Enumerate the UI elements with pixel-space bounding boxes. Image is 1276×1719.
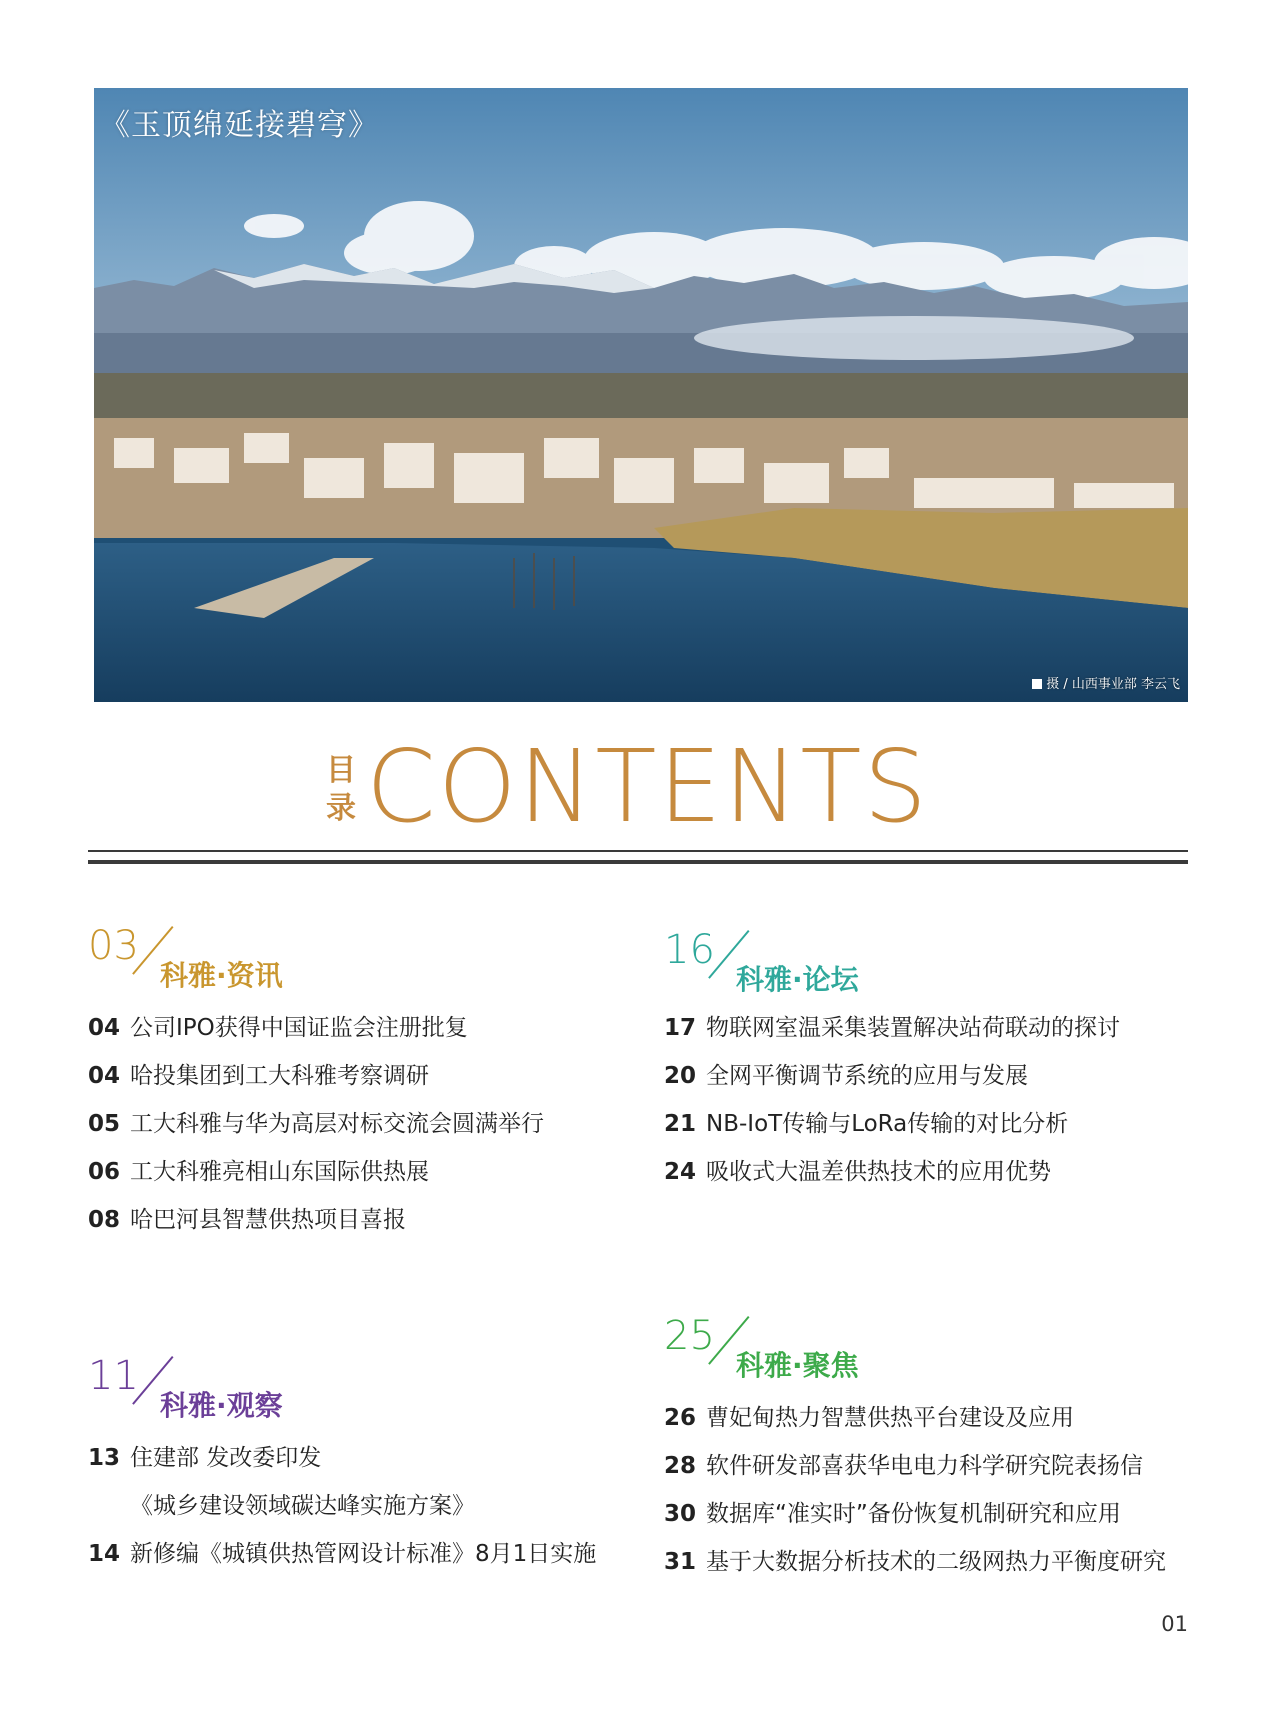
section-forum-header: [664, 928, 1120, 998]
toc-page: 08: [88, 1207, 121, 1233]
mulu-heading: 目 录: [326, 753, 356, 826]
toc-page: 04: [88, 1063, 121, 1089]
divider-thin: [88, 850, 1188, 852]
toc-page: 26: [664, 1405, 697, 1431]
toc-entry-continuation[interactable]: [88, 1482, 596, 1530]
toc-page: 30: [664, 1501, 697, 1527]
divider-thick: [88, 860, 1188, 864]
toc-title: NB-IoT传输与LoRa传输的对比分析: [706, 1111, 1069, 1137]
toc-entry[interactable]: [664, 1538, 1166, 1586]
toc-entry[interactable]: [664, 1442, 1166, 1490]
section-focus-list: [664, 1394, 1166, 1586]
toc-page: 06: [88, 1159, 121, 1185]
toc-title: 工大科雅与华为高层对标交流会圆满举行: [130, 1111, 544, 1137]
section-forum-title: 科雅·论坛: [736, 963, 859, 996]
toc-entry[interactable]: [88, 1196, 544, 1244]
toc-title: 软件研发部喜获华电电力科学研究院表扬信: [706, 1453, 1143, 1479]
toc-entry[interactable]: [88, 1530, 596, 1578]
toc-title: 数据库“准实时”备份恢复机制研究和应用: [706, 1501, 1121, 1527]
section-focus: [664, 1314, 1166, 1586]
section-focus-header: [664, 1314, 1166, 1384]
toc-page: 17: [664, 1015, 697, 1041]
toc-title: 全网平衡调节系统的应用与发展: [706, 1063, 1028, 1089]
toc-entry[interactable]: [664, 1052, 1120, 1100]
section-observe-header: [88, 1354, 596, 1424]
toc-page: 13: [88, 1445, 121, 1471]
toc-entry[interactable]: [88, 1434, 596, 1482]
toc-title: 基于大数据分析技术的二级网热力平衡度研究: [706, 1549, 1166, 1575]
toc-page: 21: [664, 1111, 697, 1137]
toc-entry[interactable]: [664, 1004, 1120, 1052]
photo-credit: [1032, 673, 1180, 692]
toc-entry[interactable]: [664, 1394, 1166, 1442]
section-news-header: [88, 924, 544, 994]
photo-caption-title: 《玉顶绵延接碧穹》: [100, 108, 379, 143]
toc-title: 吸收式大温差供热技术的应用优势: [706, 1159, 1051, 1185]
square-icon: [1032, 679, 1042, 689]
section-news-title: 科雅·资讯: [160, 959, 283, 992]
toc-page: 20: [664, 1063, 697, 1089]
section-news: [88, 924, 544, 1244]
section-observe-number: 11: [88, 1353, 139, 1399]
toc-page: 28: [664, 1453, 697, 1479]
section-news-list: [88, 1004, 544, 1244]
photo-credit-text: 摄 / 山西事业部 李云飞: [1046, 677, 1180, 692]
toc-title: 《城乡建设领域碳达峰实施方案》: [130, 1493, 475, 1519]
toc-page: 05: [88, 1111, 121, 1137]
toc-entry[interactable]: [88, 1100, 544, 1148]
section-forum: [664, 928, 1120, 1196]
toc-page: 14: [88, 1541, 121, 1567]
section-focus-title: 科雅·聚焦: [736, 1349, 859, 1382]
toc-page: 31: [664, 1549, 697, 1575]
section-forum-list: [664, 1004, 1120, 1196]
toc-title: 住建部 发改委印发: [130, 1445, 322, 1471]
section-focus-number: 25: [664, 1313, 715, 1359]
toc-title: 哈投集团到工大科雅考察调研: [130, 1063, 429, 1089]
toc-entry[interactable]: [664, 1100, 1120, 1148]
toc-entry[interactable]: [88, 1052, 544, 1100]
toc-entry[interactable]: [664, 1148, 1120, 1196]
section-observe-list: [88, 1434, 596, 1578]
toc-entry[interactable]: [664, 1490, 1166, 1538]
toc-title: 哈巴河县智慧供热项目喜报: [130, 1207, 406, 1233]
toc-page: 04: [88, 1015, 121, 1041]
contents-heading: CONTENTS: [366, 728, 929, 845]
toc-title: 物联网室温采集装置解决站荷联动的探讨: [706, 1015, 1120, 1041]
section-forum-number: 16: [664, 927, 715, 973]
toc-title: 新修编《城镇供热管网设计标准》8月1日实施: [130, 1541, 597, 1567]
toc-entry[interactable]: [88, 1148, 544, 1196]
toc-title: 工大科雅亮相山东国际供热展: [130, 1159, 429, 1185]
cover-photo: [94, 88, 1188, 702]
page-number: 01: [1161, 1612, 1188, 1636]
toc-page: 24: [664, 1159, 697, 1185]
toc-title: 公司IPO获得中国证监会注册批复: [130, 1015, 468, 1041]
landscape-illustration: [94, 88, 1188, 702]
section-observe: [88, 1354, 596, 1578]
section-observe-title: 科雅·观察: [160, 1389, 283, 1422]
toc-entry[interactable]: [88, 1004, 544, 1052]
section-news-number: 03: [88, 923, 139, 969]
toc-title: 曹妃甸热力智慧供热平台建设及应用: [706, 1405, 1074, 1431]
